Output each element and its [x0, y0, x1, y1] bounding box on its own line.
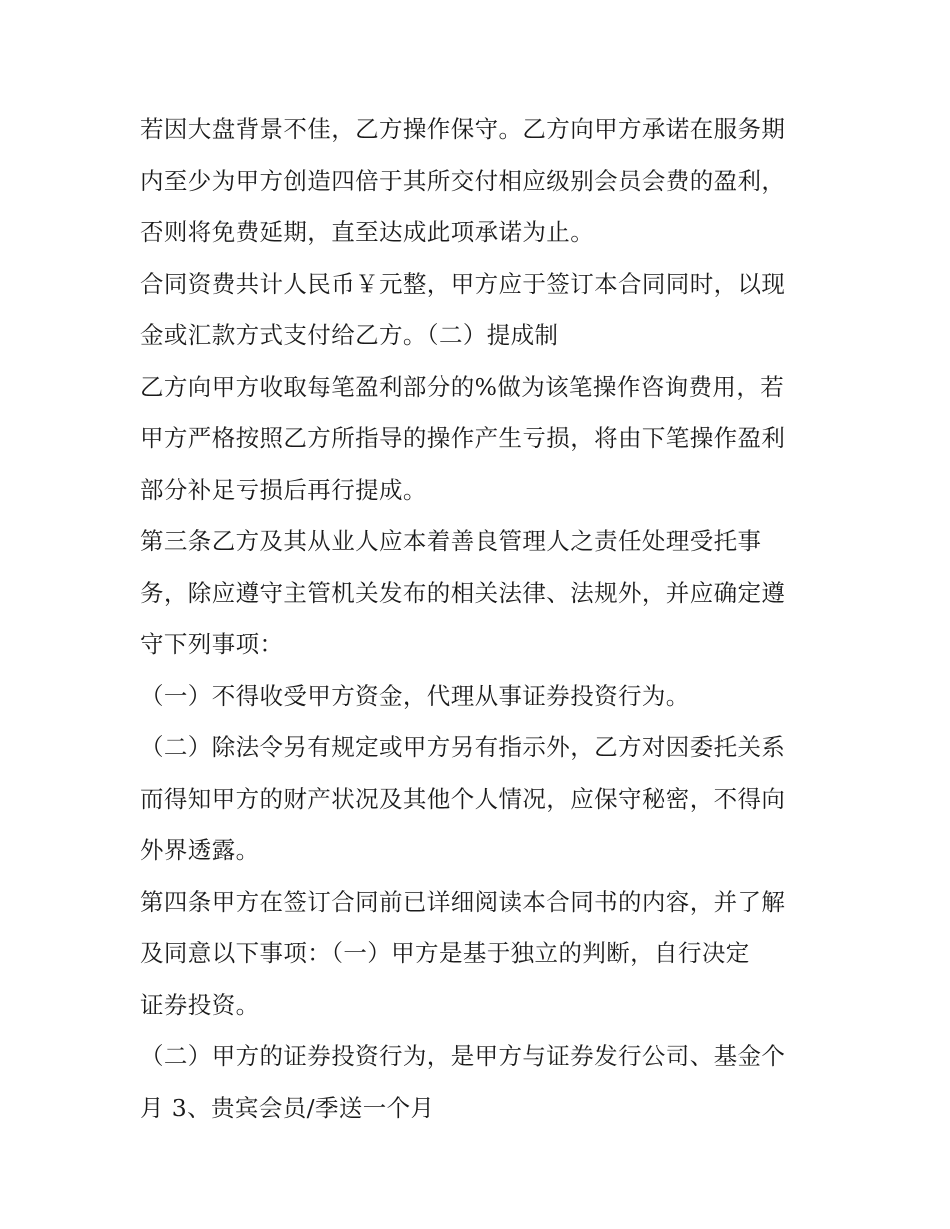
text-line: 第三条乙方及其从业人应本着善良管理人之责任处理受托事 — [140, 527, 762, 555]
text-line: 及同意以下事项：（一）甲方是基于独立的判断，自行决定 — [140, 939, 750, 967]
text-line: 乙方向甲方收取每笔盈利部分的%做为该笔操作咨询费用，若 — [140, 372, 785, 401]
text-line: 证券投资。 — [140, 990, 260, 1019]
text-line: 合同资费共计人民币￥元整，甲方应于签订本合同同时，以现 — [140, 269, 786, 298]
text-line: 否则将免费延期，直至达成此项承诺为止。 — [140, 218, 595, 246]
text-line: （二）甲方的证券投资行为，是甲方与证券发行公司、基金个 — [140, 1042, 786, 1070]
text-line: （一）不得收受甲方资金，代理从事证券投资行为。 — [140, 681, 690, 710]
text-line: 第四条甲方在签订合同前已详细阅读本合同书的内容，并了解 — [140, 887, 786, 916]
text-line: 金或汇款方式支付给乙方。（二）提成制 — [140, 321, 559, 349]
text-line: 务，除应遵守主管机关发布的相关法律、法规外，并应确定遵 — [140, 578, 786, 607]
text-line: 若因大盘背景不佳，乙方操作保守。乙方向甲方承诺在服务期 — [140, 115, 786, 143]
document-body — [140, 104, 820, 1134]
text-line: 月 3、贵宾会员/季送一个月 — [140, 1093, 435, 1122]
text-line: 甲方严格按照乙方所指导的操作产生亏损，将由下笔操作盈利 — [140, 424, 786, 452]
text-line: 内至少为甲方创造四倍于其所交付相应级别会员会费的盈利， — [140, 166, 786, 195]
text-line: 外界透露。 — [140, 836, 260, 864]
text-line: 守下列事项： — [140, 630, 284, 658]
text-line: 部分补足亏损后再行提成。 — [140, 475, 427, 504]
text-line: 而得知甲方的财产状况及其他个人情况，应保守秘密，不得向 — [140, 784, 786, 813]
text-line: （二）除法令另有规定或甲方另有指示外，乙方对因委托关系 — [140, 733, 786, 761]
